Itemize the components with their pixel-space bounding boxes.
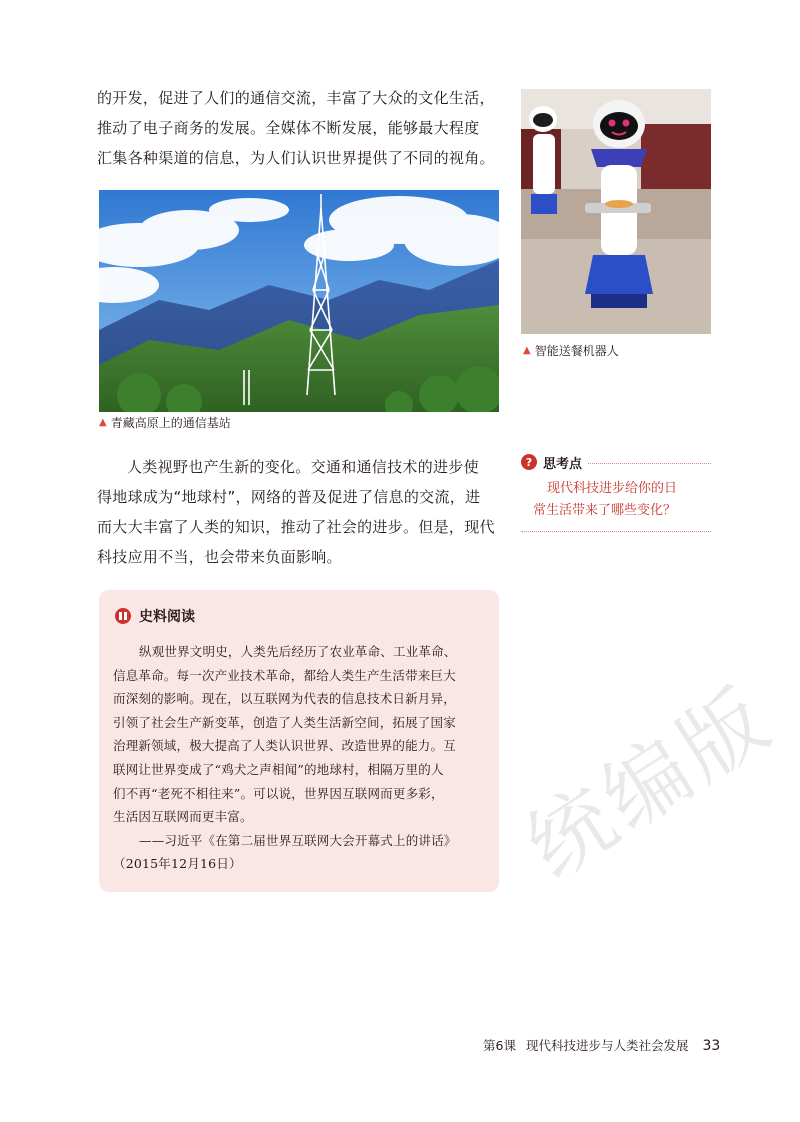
top-paragraph: [97, 83, 501, 173]
body-paragraph: [97, 452, 501, 572]
think-point-question: [521, 478, 711, 522]
page-number: 33: [702, 1038, 721, 1054]
robot-photo-illustration: [521, 89, 711, 334]
dotted-divider: [588, 463, 711, 464]
question-line: 常生活带来了哪些变化？: [533, 503, 677, 518]
dotted-divider: [521, 531, 711, 532]
reading-line: 纵观世界文明史，人类先后经历了农业革命、工业革命、: [139, 644, 457, 659]
paragraph-line: 得地球成为“地球村”，网络的普及促进了信息的交流，进: [97, 488, 481, 506]
footer-lesson: 第6课: [483, 1038, 516, 1053]
tower-photo-illustration: [99, 190, 499, 412]
paragraph-line: 而大大丰富了人类的知识，推动了社会的进步。但是，现代: [97, 518, 495, 536]
reading-source: ——习近平《在第二届世界互联网大会开幕式上的讲话》: [139, 832, 457, 848]
think-point-box: [521, 450, 711, 532]
reading-line: 信息革命。每一次产业技术革命，都给人类生产生活带来巨大: [113, 667, 456, 683]
page-footer: [483, 1036, 720, 1054]
robot-caption-text: 智能送餐机器人: [534, 344, 619, 358]
reading-text: [113, 640, 489, 876]
reading-header: [115, 606, 195, 626]
question-icon: ?: [521, 454, 537, 470]
reading-line: 生活因互联网而更丰富。: [113, 809, 253, 825]
tower-caption-text: 青藏高原上的通信基站: [110, 416, 231, 430]
robot-photo: [521, 89, 711, 334]
reading-date: （2015年12月16日）: [113, 856, 242, 872]
historical-reading-box: [99, 590, 499, 892]
reading-line: 引领了社会生产新变革，创造了人类生活新空间，拓展了国家: [113, 714, 456, 730]
paragraph-line: 人类视野也产生新的变化。交通和通信技术的进步使: [127, 458, 479, 476]
think-point-title: 思考点: [543, 456, 583, 472]
think-point-header: [521, 450, 711, 474]
book-icon: [115, 608, 131, 624]
paragraph-line: 的开发，促进了人们的通信交流，丰富了大众的文化生活，: [97, 89, 495, 107]
paragraph-line: 推动了电子商务的发展。全媒体不断发展，能够最大程度: [97, 119, 480, 137]
reading-line: 而深刻的影响。现在，以互联网为代表的信息技术日新月异，: [113, 691, 456, 707]
paragraph-line: 汇集各种渠道的信息，为人们认识世界提供了不同的视角。: [97, 149, 495, 167]
question-line: 现代科技进步给你的日: [547, 481, 678, 496]
reading-title: 史料阅读: [139, 609, 195, 625]
watermark: 统编版: [509, 668, 790, 898]
caption-triangle-icon: ▲: [523, 345, 531, 356]
reading-line: 们不再“老死不相往来”。可以说，世界因互联网而更多彩，: [113, 785, 444, 801]
robot-caption: [523, 342, 619, 359]
paragraph-line: 科技应用不当，也会带来负面影响。: [97, 548, 342, 566]
reading-line: 联网让世界变成了“鸡犬之声相闻”的地球村，相隔万里的人: [113, 761, 444, 777]
tower-caption: [99, 414, 231, 431]
tower-photo: [99, 190, 499, 412]
footer-title: 现代科技进步与人类社会发展: [525, 1038, 689, 1053]
caption-triangle-icon: ▲: [99, 417, 107, 428]
reading-line: 治理新领域，极大提高了人类认识世界、改造世界的能力。互: [113, 738, 456, 754]
